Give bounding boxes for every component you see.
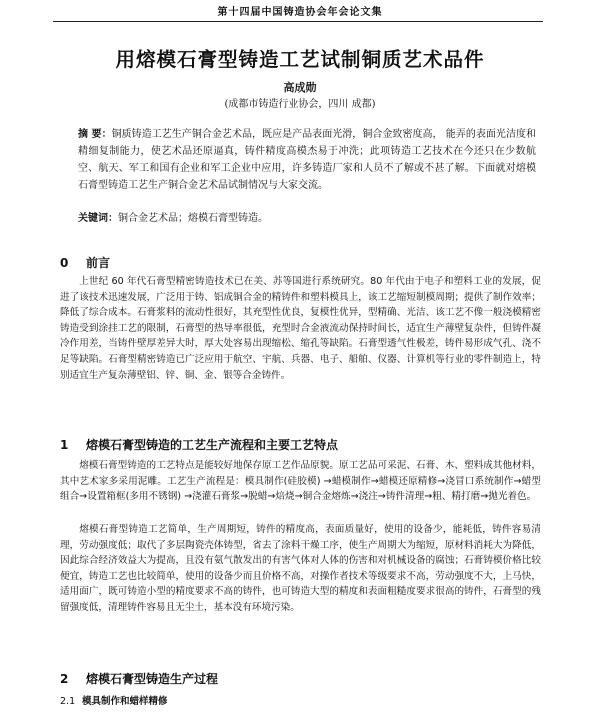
section-number: 0 (60, 256, 69, 270)
abstract-label: 摘 要： (78, 129, 112, 140)
running-header: 第十四届中国铸造协会年会论文集 (217, 7, 383, 18)
keywords-text: 铜合金艺术品；熔模石膏型铸造。 (118, 213, 268, 224)
section-title: 熔模石膏型铸造的工艺生产流程和主要工艺特点 (86, 438, 339, 452)
section-0-paragraph-1: 上世纪 60 年代石膏型精密铸造技术已在美、苏等国进行系统研究。80 年代由于电子和塑料工业的发展，促进了该技术迅速发展，广泛用于铸、铝成铜合金的精铸件和塑料模具上，该工艺缩短制模周期；提供了制作效率；降低了综合成本。石膏浆料的流动性很好，其充型性优良，复模性优异，型精确、光洁、该工艺不像一般浇模精密铸造受到涂挂工艺的限制，石膏型的热导率很低，充型时合金液流动保持时间长，适宜生产薄壁复杂件，但铸件凝冷作用差，当铸件壁厚差异大时，厚大处容易出现缩松、缩孔等缺陷。石膏型透气性极差，铸件易形成气孔、浇不足等缺陷。石膏型精密铸造已广泛应用于航空、宇航、兵器、电子、船舶、仪器、计算机等行业的零件制造上，特别适宜生产复杂薄壁铝、锌、铜、金、银等合金铸件。 (60, 276, 541, 381)
author-name: 高成勋 (283, 81, 317, 94)
abstract (78, 126, 536, 194)
keywords-label: 关键词： (78, 213, 118, 224)
section-title: 熔模石膏型铸造生产过程 (86, 672, 219, 686)
section-heading-2 (60, 670, 218, 687)
subsection-title: 模具制作和蜡样精修 (82, 696, 168, 707)
paper-title: 用熔模石膏型铸造工艺试制铜质艺术品件 (115, 48, 485, 71)
author-affiliation: (成都市铸造行业协会，四川 成都) (224, 99, 376, 110)
abstract-text: 铜质铸造工艺生产铜合金艺术品，既应是产品表面光滑，铜合金致密度高， 能弄的表面光洁度和精细复制能力，使艺术品还原逼真，铸件精度高模杰易于冲洗；此项铸造工艺技术在今还只在少数航空、航天、军工和国有企业和军工企业中应用，许多铸造厂家和人员不了解或不甚了解。下面就对熔模石膏型铸造工艺生产铜合金艺术品试制情况与大家交流。 (78, 129, 537, 191)
header-rule (53, 21, 543, 22)
section-1-paragraph-2: 熔模石膏型铸造工艺简单，生产周期短，铸件的精度高，表面质量好，使用的设备少，能耗低，铸件容易清理，劳动强度低；取代了多层陶瓷壳体铸型，省去了涂料干燥工序，使生产周期大为缩短，原材料消耗大为降低，因此综合经济效益大为提高，且没有氨气散发出的有害气体对人体的伤害和对机械设备的腐蚀；石膏铸模价格比较便宜，铸造工艺也比较简单，使用的设备少而且价格不高，对操作者技术等级要求不高，劳动强度不大，上马快，适用面广，既可铸造小型的精度要求不高的铸件，也可铸造大型的精度和表面粗糙度要求很高的铸件，石膏型的残留强度低，清理铸件容易且无尘土，基本没有环境污染。 (60, 524, 541, 613)
section-heading-1 (60, 436, 338, 453)
keywords (78, 209, 536, 224)
section-title: 前言 (86, 256, 111, 270)
subsection-number: 2.1 (60, 696, 76, 707)
subsection-heading-2-1 (60, 693, 168, 707)
section-number: 1 (60, 438, 69, 452)
section-1-paragraph-1: 熔模石膏型铸造的工艺特点是能较好地保存原工艺作品原貌。原工艺品可采泥、石膏、木、塑料成其他材料，其中艺术家多采用泥雕。工艺生产流程是：模具制作(硅胶模) →蜡模制作→蜡模还原精修→浇冒口系统制作→蜡型组合→设置箱框(多用不锈钢) →浇灌石膏浆→脱蜡→焙烧→铜合金熔炼→浇注→铸件清理→粗、精打磨→抛光着色。 (60, 460, 541, 503)
section-heading-0 (60, 254, 110, 271)
section-number: 2 (60, 672, 69, 686)
